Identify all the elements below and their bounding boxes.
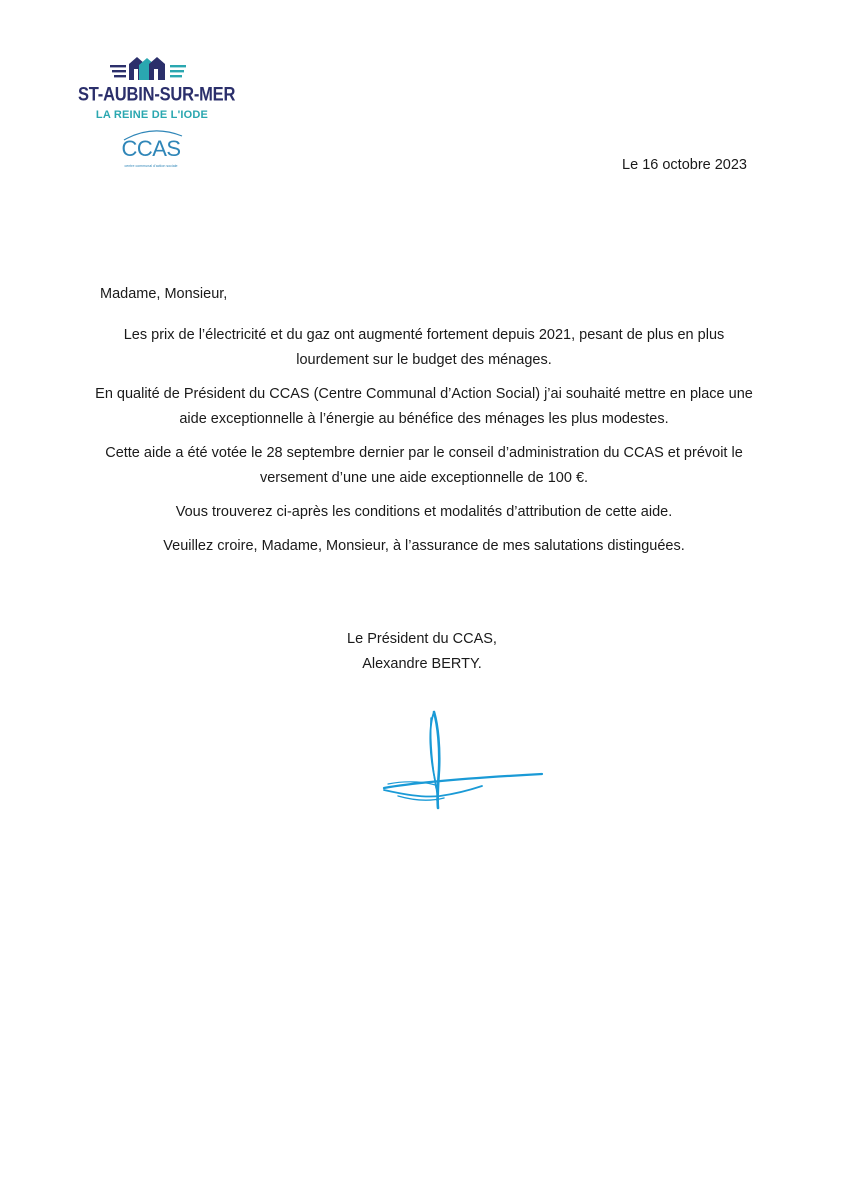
city-tagline: LA REINE DE L'IODE — [95, 109, 209, 121]
paragraph: Veuillez croire, Madame, Monsieur, à l’assurance de mes salutations distinguées. — [163, 538, 685, 554]
letter-body — [90, 323, 758, 568]
paragraph: En qualité de Président du CCAS (Centre Communal d’Action Social) j’ai souhaité mettre en place une aide exceptionnelle à l’énergie au bénéfice des ménages les plus modestes. — [95, 386, 753, 427]
city-name: ST-AUBIN-SUR-MER — [78, 84, 236, 106]
paragraph: Les prix de l’électricité et du gaz ont augmenté fortement depuis 2021, pesant de plus en plus lourdement sur le budget des ménages. — [123, 327, 725, 368]
ccas-subtitle: centre communal d'action sociale — [124, 164, 178, 168]
paragraph: Vous trouverez ci-après les conditions et modalités d’attribution de cette aide. — [175, 504, 673, 520]
ccas-label: CCAS — [121, 136, 181, 161]
salutation: Madame, Monsieur, — [100, 286, 228, 302]
signatory-block — [322, 627, 522, 677]
signatory-title: Le Président du CCAS, — [347, 631, 497, 647]
signatory-name: Alexandre BERTY. — [362, 656, 482, 672]
ccas-logo — [116, 126, 186, 174]
paragraph: Cette aide a été votée le 28 septembre dernier par le conseil d’administration du CCAS et prévoit le versement d’une une aide exceptionnelle de 100 €. — [105, 445, 743, 486]
letter-date: Le 16 octobre 2023 — [622, 157, 747, 173]
municipality-logo — [78, 54, 236, 174]
handwritten-signature — [378, 708, 548, 812]
houses-icon — [110, 56, 192, 82]
